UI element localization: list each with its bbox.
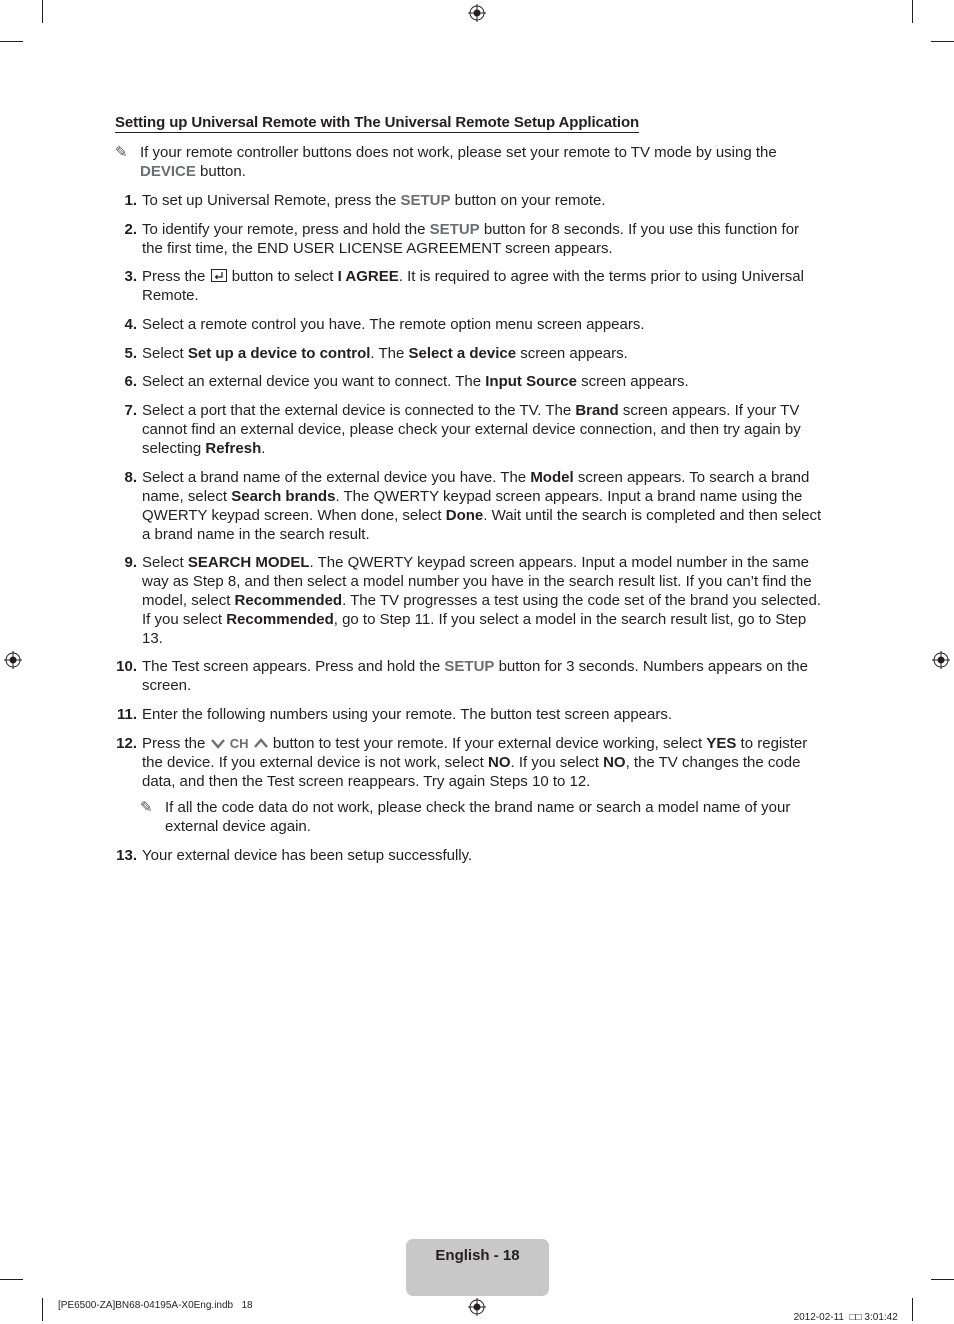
menu-label: Select a device [408, 345, 517, 362]
crop-mark [931, 1279, 954, 1280]
crop-mark [912, 1298, 913, 1321]
crop-mark [42, 1298, 43, 1321]
step-10 [142, 657, 842, 695]
step-3 [142, 267, 842, 305]
step-11 [142, 705, 842, 724]
step-text: Remote. [142, 287, 199, 304]
note-text: external device again. [165, 818, 311, 835]
pencil-note-icon: ✎ [115, 144, 128, 161]
section-heading: Setting up Universal Remote with The Universal Remote Setup Application [115, 114, 640, 131]
step-text: . The TV progresses a test using the code set of the brand you selected. [342, 592, 821, 609]
registration-mark-icon [468, 4, 486, 22]
step-text: the first time, the END USER LICENSE AGREEMENT screen appears. [142, 240, 613, 257]
ch-label: CH [229, 736, 249, 751]
step-text: If you select [142, 611, 227, 628]
chevron-down-icon [210, 737, 226, 749]
step-12 [142, 734, 842, 791]
step-number: 12. [116, 735, 137, 752]
i-agree-label: I AGREE [337, 268, 399, 285]
step-text: screen appears. If your TV [618, 402, 800, 419]
step-number: 9. [124, 554, 137, 571]
step-text: Your external device has been setup successfully. [142, 847, 473, 864]
menu-label: Done [445, 507, 484, 524]
crop-mark [0, 1279, 23, 1280]
note-text: button. [200, 163, 246, 180]
step-text: Select a brand name of the external device you have. The [142, 469, 531, 486]
step-text: way as Step 8, and then select a model number you have in the search result list. If you can’t find the [142, 573, 812, 590]
footer-boxes: □□ [849, 1312, 862, 1323]
note-text: If all the code data do not work, please check the brand name or search a model name of your [165, 799, 791, 816]
step-text: . Wait until the search is completed and then select [483, 507, 822, 524]
crop-mark [0, 41, 23, 42]
step-text: . [261, 440, 266, 457]
menu-label: Recommended [234, 592, 343, 609]
step-number: 4. [124, 316, 137, 333]
step-number: 5. [124, 345, 137, 362]
step-7 [142, 401, 842, 458]
footer-date-value: 2012-02-11 [793, 1312, 844, 1323]
step-number: 7. [124, 402, 137, 419]
step-12-note [165, 798, 845, 836]
step-6 [142, 372, 842, 391]
crop-mark [912, 0, 913, 23]
step-text: button to test your remote. If your external device working, select [268, 735, 707, 752]
chevron-up-icon [253, 737, 269, 749]
step-text: button for 8 seconds. If you use this function for [479, 221, 800, 238]
step-text: cannot find an external device, please check your external device connection, and then try again by [142, 421, 801, 438]
intro-note [140, 143, 840, 181]
menu-label: Search brands [231, 488, 336, 505]
device-key: DEVICE [140, 163, 196, 180]
step-text: data, and then the Test screen reappears. Try again Steps 10 to 12. [142, 773, 591, 790]
step-text: Press the [142, 735, 210, 752]
step-13 [142, 846, 842, 865]
step-number: 3. [124, 268, 137, 285]
step-1 [142, 191, 842, 210]
step-text: Select [142, 345, 188, 362]
footer-date [788, 1300, 898, 1324]
step-text: screen appears. [576, 373, 689, 390]
footer-filename: [PE6500-ZA]BN68-04195A-X0Eng.indb 18 [58, 1300, 253, 1311]
step-9 [142, 553, 842, 648]
menu-label: Model [530, 469, 574, 486]
yes-label: YES [706, 735, 737, 752]
note-text: If your remote controller buttons does not work, please set your remote to TV mode by using the [140, 144, 777, 161]
step-text: selecting [142, 440, 206, 457]
pencil-note-icon: ✎ [140, 799, 153, 816]
step-text: Select a port that the external device is connected to the TV. The [142, 402, 576, 419]
step-number: 6. [124, 373, 137, 390]
step-number: 1. [124, 192, 137, 209]
step-number: 13. [116, 847, 137, 864]
step-text: button for 3 seconds. Numbers appears on the [494, 658, 808, 675]
step-text: the device. If you external device is not work, select [142, 754, 489, 771]
step-text: To set up Universal Remote, press the [142, 192, 401, 209]
step-text: to register [736, 735, 808, 752]
step-text: button to select [227, 268, 338, 285]
step-text: , the TV changes the code [625, 754, 801, 771]
step-text: a brand name in the search result. [142, 526, 370, 543]
step-number: 11. [116, 706, 137, 723]
step-text: Enter the following numbers using your remote. The button test screen appears. [142, 706, 673, 723]
registration-mark-icon [932, 651, 950, 669]
menu-label: Set up a device to control [187, 345, 371, 362]
menu-label: Brand [575, 402, 619, 419]
registration-mark-icon [468, 1298, 486, 1316]
step-text: . The QWERTY keypad screen appears. Input a model number in the same [309, 554, 809, 571]
setup-key: SETUP [429, 221, 480, 238]
step-number: 10. [116, 658, 137, 675]
setup-key: SETUP [400, 192, 451, 209]
step-8 [142, 468, 842, 544]
step-text: Select [142, 554, 188, 571]
enter-button-icon [211, 269, 227, 282]
step-number: 2. [124, 221, 137, 238]
page-number: English - 18 [435, 1247, 520, 1264]
crop-mark [931, 41, 954, 42]
menu-label: Refresh [205, 440, 262, 457]
step-text: . The QWERTY keypad screen appears. Input a brand name using the [335, 488, 803, 505]
step-text: 13. [142, 630, 163, 647]
step-text: QWERTY keypad screen. When done, select [142, 507, 446, 524]
step-text: , go to Step 11. If you select a model in the search result list, go to Step [333, 611, 807, 628]
step-4 [142, 315, 842, 334]
step-text: . It is required to agree with the terms prior to using Universal [398, 268, 804, 285]
no-label: NO [488, 754, 511, 771]
step-text: screen appears. To search a brand [573, 469, 810, 486]
registration-mark-icon [4, 651, 22, 669]
step-text: To identify your remote, press and hold the [142, 221, 430, 238]
no-label: NO [603, 754, 626, 771]
step-number: 8. [124, 469, 137, 486]
crop-mark [42, 0, 43, 23]
step-text: The Test screen appears. Press and hold the [142, 658, 445, 675]
step-text: Select a remote control you have. The remote option menu screen appears. [142, 316, 645, 333]
menu-label: Recommended [226, 611, 334, 628]
step-2 [142, 220, 842, 258]
menu-label: Input Source [485, 373, 577, 390]
step-text: name, select [142, 488, 232, 505]
step-text: button on your remote. [450, 192, 606, 209]
step-text: model, select [142, 592, 235, 609]
setup-key: SETUP [444, 658, 495, 675]
step-text: Press the [142, 268, 210, 285]
footer-time: 3:01:42 [864, 1312, 898, 1323]
menu-label: SEARCH MODEL [187, 554, 310, 571]
step-text: . The [370, 345, 409, 362]
step-text: Select an external device you want to connect. The [142, 373, 486, 390]
step-text: screen appears. [516, 345, 628, 362]
step-5 [142, 344, 842, 363]
step-text: . If you select [510, 754, 604, 771]
step-text: screen. [142, 677, 192, 694]
